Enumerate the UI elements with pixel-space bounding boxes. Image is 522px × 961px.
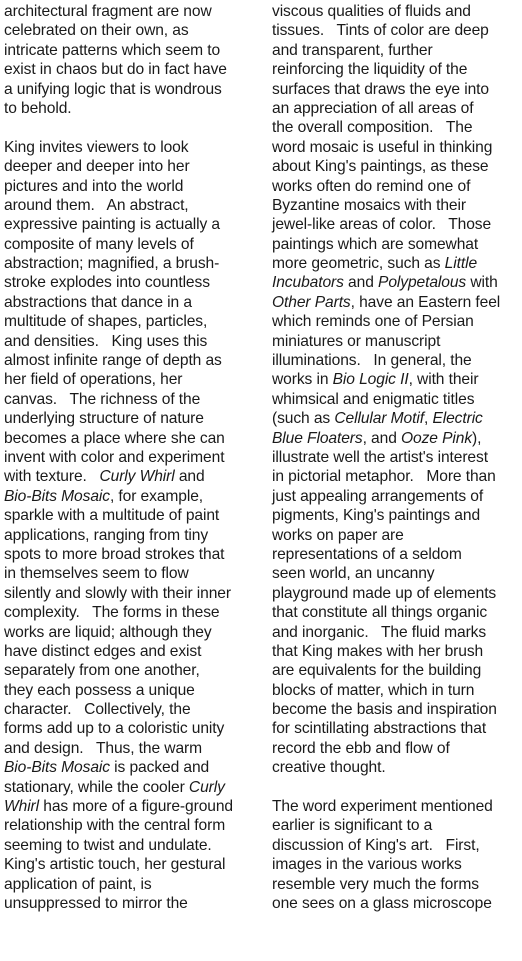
text-run: her field of operations, her (4, 371, 183, 389)
text-run: viscous qualities of fluids and (272, 3, 471, 20)
right-column-line (272, 118, 518, 137)
text-run: architectural fragment are now (4, 3, 212, 20)
text-run: creative thought. (272, 759, 386, 777)
text-run: seen world, an uncanny (272, 565, 435, 583)
right-column-line (272, 351, 518, 370)
text-run: King invites viewers to look (4, 138, 189, 156)
text-run: Byzantine mosaics with their (272, 196, 466, 214)
text-run: playground made up of elements (272, 584, 497, 602)
text-run: unsuppressed to mirror the (4, 894, 188, 912)
left-column-line (4, 855, 256, 874)
left-text-column (4, 2, 256, 913)
italic-title: Cellular Motif (334, 410, 424, 428)
right-column-line (272, 429, 518, 448)
text-run: works are liquid; although they (4, 623, 212, 641)
text-run: word mosaic is useful in thinking (272, 138, 493, 156)
text-run: intricate patterns which seem to (4, 41, 221, 59)
text-run: , (423, 410, 433, 428)
right-column-line (272, 836, 518, 855)
italic-title: Bio Logic II (332, 371, 409, 389)
text-run: character. Collectively, the (4, 701, 191, 719)
text-run: resemble very much the forms (272, 875, 479, 893)
italic-title: Polypetalous (378, 274, 467, 292)
right-column-line (272, 816, 518, 835)
text-run: spots to more broad strokes that (4, 545, 225, 563)
right-column-line (272, 448, 518, 467)
text-run: , have an Eastern feel (350, 293, 501, 311)
text-run: The word experiment mentioned (272, 798, 493, 816)
right-column-line (272, 564, 518, 583)
right-column-line (272, 138, 518, 157)
left-column-line (4, 99, 256, 118)
left-column-line (4, 60, 256, 79)
left-column-line (4, 312, 256, 331)
text-run: which reminds one of Persian (272, 313, 474, 331)
left-column-line (4, 409, 256, 428)
right-column-line (272, 196, 518, 215)
text-run: silently and slowly with their inner (4, 584, 231, 602)
right-column-line (272, 254, 518, 273)
text-run: almost infinite range of depth as (4, 352, 222, 370)
text-run: , and (362, 429, 401, 447)
right-column-line (272, 661, 518, 680)
italic-title: Ooze Pink (401, 429, 473, 447)
text-run: and design. Thus, the warm (4, 739, 203, 757)
text-run: stationary, while the cooler (4, 778, 189, 796)
right-text-column (272, 2, 518, 913)
right-column-line (272, 719, 518, 738)
left-column-line (4, 41, 256, 60)
left-column-line (4, 642, 256, 661)
right-column-line (272, 875, 518, 894)
text-run: just appealing arrangements of (272, 487, 484, 505)
text-run: and (343, 274, 379, 292)
right-column-line (272, 21, 518, 40)
left-column-line (4, 487, 256, 506)
text-run: , with their (408, 371, 479, 389)
right-column-line (272, 642, 518, 661)
text-run: that King makes with her brush (272, 642, 484, 660)
right-column-line (272, 584, 518, 603)
text-run: in pictorial metaphor. More than (272, 468, 496, 486)
text-run: illustrate well the artist's interest (272, 448, 488, 466)
text-run: deeper and deeper into her (4, 158, 190, 176)
left-column-line (4, 700, 256, 719)
right-column-line (272, 157, 518, 176)
left-column-line (4, 254, 256, 273)
paragraph-gap (4, 118, 256, 137)
text-run: , for example, (109, 487, 204, 505)
right-column-line (272, 390, 518, 409)
left-column-line (4, 80, 256, 99)
text-run: abstractions that dance in a (4, 293, 192, 311)
text-run: with texture. (4, 468, 100, 486)
text-run: and inorganic. The fluid marks (272, 623, 487, 641)
text-run: invent with color and experiment (4, 448, 225, 466)
text-run: complexity. The forms in these (4, 604, 220, 622)
left-column-line (4, 603, 256, 622)
left-column-line (4, 138, 256, 157)
text-run: an appreciation of all areas of (272, 99, 474, 117)
text-run: more geometric, such as (272, 255, 445, 273)
right-column-line (272, 2, 518, 21)
text-run: exist in chaos but do in fact have (4, 61, 227, 79)
text-run: is packed and (109, 759, 210, 777)
text-run: and (174, 468, 205, 486)
text-run: jewel-like areas of color. Those (272, 216, 492, 234)
right-column-line (272, 681, 518, 700)
left-column-line (4, 875, 256, 894)
right-column-line (272, 41, 518, 60)
right-column-line (272, 526, 518, 545)
left-column-line (4, 196, 256, 215)
text-run: tissues. Tints of color are deep (272, 22, 489, 40)
text-run: seeming to twist and undulate. (4, 836, 212, 854)
left-column-line (4, 448, 256, 467)
text-run: composite of many levels of (4, 235, 194, 253)
left-column-line (4, 293, 256, 312)
text-run: abstraction; magnified, a brush- (4, 255, 220, 273)
right-column-line (272, 545, 518, 564)
text-run: canvas. The richness of the (4, 390, 201, 408)
right-column-line (272, 177, 518, 196)
right-column-line (272, 894, 518, 913)
text-run: and densities. King uses this (4, 332, 208, 350)
text-run: representations of a seldom (272, 545, 462, 563)
text-run: ), (472, 429, 482, 447)
text-run: a unifying logic that is wondrous (4, 80, 222, 98)
text-run: become the basis and inspiration (272, 701, 497, 719)
right-column-line (272, 409, 518, 428)
left-column-line (4, 273, 256, 292)
left-column-line (4, 390, 256, 409)
right-column-line (272, 855, 518, 874)
text-run: one sees on a glass microscope (272, 894, 492, 912)
text-run: forms add up to a coloristic unity (4, 720, 225, 738)
left-column-line (4, 836, 256, 855)
text-run: around them. An abstract, (4, 196, 189, 214)
right-column-line (272, 623, 518, 642)
text-run: are equivalents for the building (272, 662, 482, 680)
right-column-line (272, 506, 518, 525)
italic-title: Blue Floaters (272, 429, 363, 447)
text-run: whimsical and enigmatic titles (272, 390, 475, 408)
left-column-line (4, 816, 256, 835)
text-run: for scintillating abstractions that (272, 720, 487, 738)
text-run: miniatures or manuscript (272, 332, 441, 350)
text-run: they each possess a unique (4, 681, 195, 699)
left-column-line (4, 429, 256, 448)
text-run: stroke explodes into countless (4, 274, 210, 292)
right-column-line (272, 467, 518, 486)
text-run: works in (272, 371, 333, 389)
text-run: applications, ranging from tiny (4, 526, 209, 544)
left-column-line (4, 894, 256, 913)
text-run: becomes a place where she can (4, 429, 225, 447)
italic-title: Bio-Bits Mosaic (4, 487, 110, 505)
text-run: expressive painting is actually a (4, 216, 220, 234)
text-run: that constitute all things organic (272, 604, 488, 622)
text-run: pictures and into the world (4, 177, 184, 195)
right-column-line (272, 273, 518, 292)
left-column-line (4, 719, 256, 738)
left-column-line (4, 467, 256, 486)
left-column-line (4, 739, 256, 758)
text-run: application of paint, is (4, 875, 152, 893)
text-run: (such as (272, 410, 335, 428)
right-column-line (272, 758, 518, 777)
text-run: illuminations. In general, the (272, 352, 472, 370)
text-run: about King's paintings, as these (272, 158, 489, 176)
italic-title: Bio-Bits Mosaic (4, 759, 110, 777)
left-column-line (4, 545, 256, 564)
left-column-line (4, 21, 256, 40)
text-run: works often do remind one of (272, 177, 471, 195)
left-column-line (4, 177, 256, 196)
text-run: reinforcing the liquidity of the (272, 61, 468, 79)
left-column-line (4, 332, 256, 351)
text-run: relationship with the central form (4, 817, 226, 835)
text-run: underlying structure of nature (4, 410, 204, 428)
text-run: celebrated on their own, as (4, 22, 189, 40)
right-column-line (272, 215, 518, 234)
left-column-line (4, 681, 256, 700)
text-run: have distinct edges and exist (4, 642, 202, 660)
left-column-line (4, 797, 256, 816)
text-run: record the ebb and flow of (272, 739, 450, 757)
left-column-line (4, 526, 256, 545)
text-run: has more of a figure-ground (39, 798, 233, 816)
text-run: sparkle with a multitude of paint (4, 507, 220, 525)
text-run: King's artistic touch, her gestural (4, 856, 226, 874)
right-column-line (272, 312, 518, 331)
left-column-line (4, 661, 256, 680)
right-column-line (272, 293, 518, 312)
left-column-line (4, 778, 256, 797)
right-column-line (272, 797, 518, 816)
italic-title: Whirl (4, 798, 40, 816)
text-run: surfaces that draws the eye into (272, 80, 489, 98)
left-column-line (4, 2, 256, 21)
left-column-line (4, 157, 256, 176)
text-run: and transparent, further (272, 41, 433, 59)
right-column-line (272, 99, 518, 118)
italic-title: Electric (432, 410, 483, 428)
text-run: works on paper are (272, 526, 404, 544)
right-column-line (272, 235, 518, 254)
text-run: images in the various works (272, 856, 462, 874)
text-run: separately from one another, (4, 662, 200, 680)
italic-title: Curly (188, 778, 225, 796)
text-run: blocks of matter, which in turn (272, 681, 475, 699)
italic-title: Curly Whirl (99, 468, 175, 486)
text-run: to behold. (4, 99, 72, 117)
text-run: in themselves seem to flow (4, 565, 189, 583)
left-column-line (4, 584, 256, 603)
text-run: earlier is significant to a (272, 817, 433, 835)
text-run: discussion of King's art. First, (272, 836, 480, 854)
left-column-line (4, 506, 256, 525)
text-run: with (466, 274, 498, 292)
right-column-line (272, 487, 518, 506)
right-column-line (272, 80, 518, 99)
left-column-line (4, 215, 256, 234)
text-run: multitude of shapes, particles, (4, 313, 208, 331)
paragraph-gap (272, 778, 518, 797)
left-column-line (4, 564, 256, 583)
right-column-line (272, 700, 518, 719)
left-column-line (4, 758, 256, 777)
italic-title: Incubators (272, 274, 344, 292)
left-column-line (4, 623, 256, 642)
left-column-line (4, 351, 256, 370)
right-column-line (272, 603, 518, 622)
right-column-line (272, 739, 518, 758)
right-column-line (272, 332, 518, 351)
right-column-line (272, 370, 518, 389)
left-column-line (4, 235, 256, 254)
italic-title: Little (444, 255, 478, 273)
left-column-line (4, 370, 256, 389)
right-column-line (272, 60, 518, 79)
text-run: paintings which are somewhat (272, 235, 479, 253)
text-run: pigments, King's paintings and (272, 507, 481, 525)
text-run: the overall composition. The (272, 119, 473, 137)
italic-title: Other Parts (272, 293, 351, 311)
